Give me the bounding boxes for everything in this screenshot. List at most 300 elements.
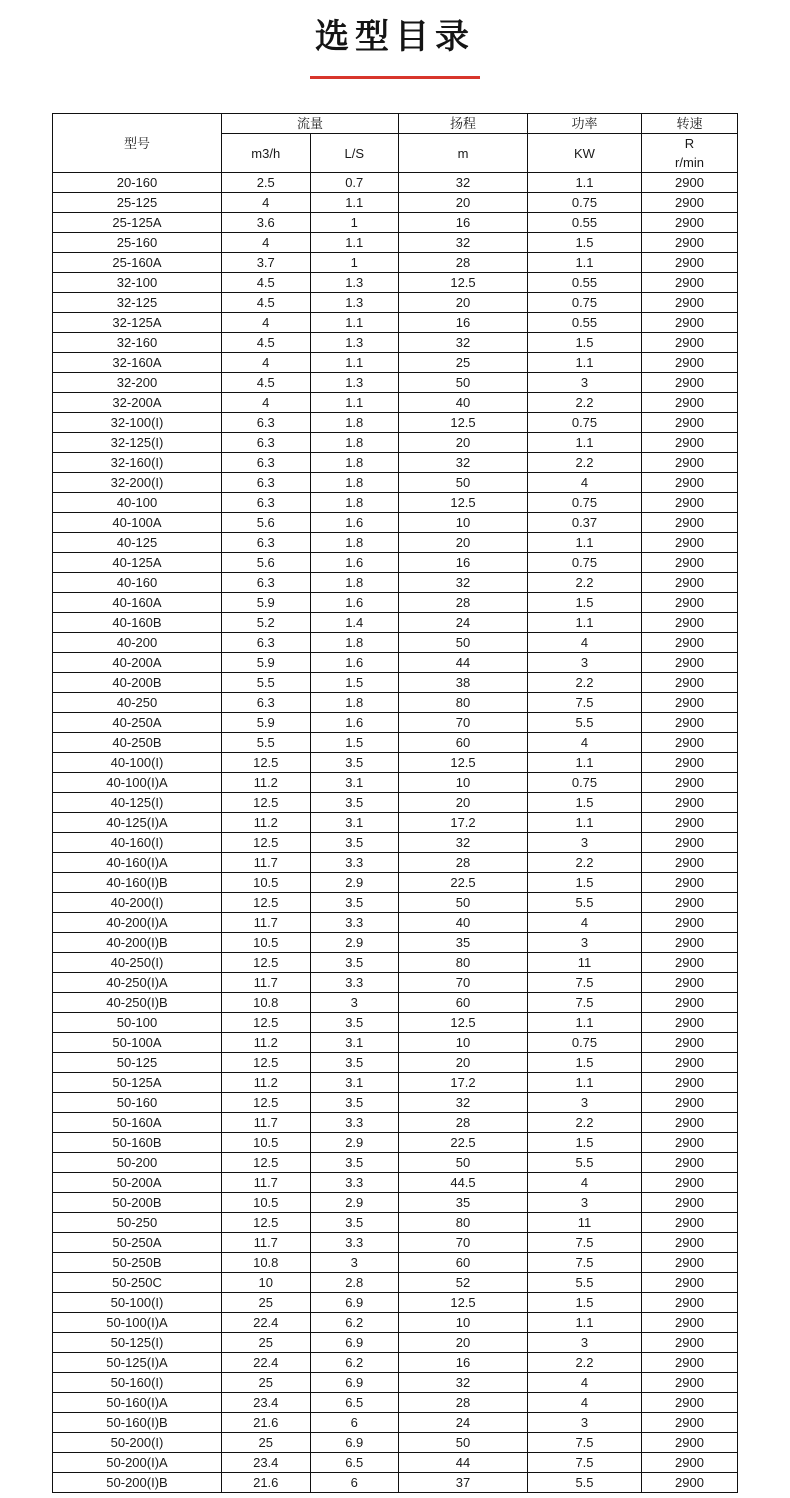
table-row (53, 413, 738, 433)
cell-flow-ls: 1.3 (310, 293, 399, 313)
cell-flow-m3h: 6.3 (222, 533, 311, 553)
cell-speed: 2900 (642, 393, 738, 413)
cell-flow-m3h: 4.5 (222, 273, 311, 293)
header-head: 扬程 (399, 114, 528, 134)
cell-flow-ls: 1.8 (310, 533, 399, 553)
cell-flow-ls: 3.3 (310, 973, 399, 993)
cell-model: 50-200(I)A (53, 1453, 222, 1473)
cell-flow-m3h: 25 (222, 1293, 311, 1313)
table-row (53, 733, 738, 753)
cell-head: 20 (399, 793, 528, 813)
cell-power: 1.1 (528, 253, 642, 273)
cell-flow-ls: 2.9 (310, 933, 399, 953)
cell-flow-ls: 3.5 (310, 753, 399, 773)
table-row (53, 753, 738, 773)
table-row (53, 1453, 738, 1473)
cell-speed: 2900 (642, 253, 738, 273)
cell-flow-m3h: 5.2 (222, 613, 311, 633)
cell-model: 50-200B (53, 1193, 222, 1213)
cell-speed: 2900 (642, 713, 738, 733)
cell-model: 25-160 (53, 233, 222, 253)
cell-power: 3 (528, 1193, 642, 1213)
table-row (53, 833, 738, 853)
cell-model: 50-100(I) (53, 1293, 222, 1313)
cell-head: 20 (399, 193, 528, 213)
cell-head: 80 (399, 693, 528, 713)
table-row (53, 853, 738, 873)
cell-head: 17.2 (399, 1073, 528, 1093)
cell-model: 25-125 (53, 193, 222, 213)
cell-flow-m3h: 12.5 (222, 1053, 311, 1073)
cell-model: 50-200(I)B (53, 1473, 222, 1493)
cell-power: 1.1 (528, 173, 642, 193)
table-row (53, 1173, 738, 1193)
table-row (53, 813, 738, 833)
cell-model: 40-100A (53, 513, 222, 533)
cell-power: 11 (528, 953, 642, 973)
cell-model: 40-250(I)B (53, 993, 222, 1013)
cell-model: 40-100(I)A (53, 773, 222, 793)
cell-flow-ls: 3.3 (310, 853, 399, 873)
cell-power: 0.75 (528, 1033, 642, 1053)
cell-power: 0.75 (528, 193, 642, 213)
cell-flow-m3h: 6.3 (222, 573, 311, 593)
cell-flow-ls: 1.1 (310, 193, 399, 213)
cell-flow-m3h: 11.7 (222, 1173, 311, 1193)
cell-speed: 2900 (642, 1453, 738, 1473)
cell-flow-ls: 1.6 (310, 653, 399, 673)
cell-flow-m3h: 10 (222, 1273, 311, 1293)
cell-flow-ls: 3.3 (310, 1173, 399, 1193)
table-row (53, 893, 738, 913)
cell-head: 60 (399, 733, 528, 753)
cell-speed: 2900 (642, 233, 738, 253)
header-power: 功率 (528, 114, 642, 134)
cell-head: 10 (399, 773, 528, 793)
cell-power: 7.5 (528, 973, 642, 993)
cell-flow-m3h: 12.5 (222, 753, 311, 773)
cell-model: 20-160 (53, 173, 222, 193)
cell-flow-m3h: 22.4 (222, 1353, 311, 1373)
cell-power: 11 (528, 1213, 642, 1233)
cell-power: 1.1 (528, 753, 642, 773)
cell-power: 0.75 (528, 493, 642, 513)
cell-power: 3 (528, 833, 642, 853)
cell-flow-m3h: 6.3 (222, 633, 311, 653)
cell-flow-m3h: 6.3 (222, 493, 311, 513)
cell-head: 70 (399, 1233, 528, 1253)
cell-flow-m3h: 4 (222, 353, 311, 373)
cell-model: 32-125A (53, 313, 222, 333)
cell-flow-m3h: 6.3 (222, 693, 311, 713)
cell-flow-m3h: 11.7 (222, 913, 311, 933)
cell-flow-m3h: 12.5 (222, 1093, 311, 1113)
cell-flow-m3h: 5.9 (222, 653, 311, 673)
cell-flow-ls: 1.6 (310, 553, 399, 573)
cell-flow-m3h: 12.5 (222, 953, 311, 973)
cell-flow-ls: 1.8 (310, 433, 399, 453)
cell-flow-ls: 1.3 (310, 333, 399, 353)
cell-speed: 2900 (642, 533, 738, 553)
cell-flow-ls: 1.8 (310, 493, 399, 513)
cell-model: 50-250 (53, 1213, 222, 1233)
cell-speed: 2900 (642, 1293, 738, 1313)
cell-flow-ls: 1.5 (310, 733, 399, 753)
cell-model: 50-125(I)A (53, 1353, 222, 1373)
cell-speed: 2900 (642, 933, 738, 953)
cell-flow-m3h: 11.7 (222, 973, 311, 993)
cell-flow-m3h: 25 (222, 1433, 311, 1453)
cell-speed: 2900 (642, 833, 738, 853)
cell-model: 40-200(I)B (53, 933, 222, 953)
header-head-unit: m (399, 134, 528, 173)
cell-head: 50 (399, 1153, 528, 1173)
cell-flow-ls: 6.2 (310, 1313, 399, 1333)
cell-model: 40-125A (53, 553, 222, 573)
cell-flow-m3h: 12.5 (222, 793, 311, 813)
cell-flow-ls: 3.5 (310, 1153, 399, 1173)
cell-model: 50-125(I) (53, 1333, 222, 1353)
table-row (53, 713, 738, 733)
cell-flow-ls: 0.7 (310, 173, 399, 193)
cell-speed: 2900 (642, 653, 738, 673)
cell-speed: 2900 (642, 1213, 738, 1233)
cell-speed: 2900 (642, 853, 738, 873)
cell-head: 60 (399, 993, 528, 1013)
cell-model: 40-250A (53, 713, 222, 733)
cell-flow-m3h: 4.5 (222, 333, 311, 353)
cell-head: 35 (399, 1193, 528, 1213)
cell-power: 2.2 (528, 453, 642, 473)
cell-power: 3 (528, 933, 642, 953)
cell-flow-m3h: 12.5 (222, 1213, 311, 1233)
table-row (53, 673, 738, 693)
cell-head: 10 (399, 1033, 528, 1053)
cell-flow-ls: 3.5 (310, 833, 399, 853)
cell-model: 50-250A (53, 1233, 222, 1253)
cell-speed: 2900 (642, 993, 738, 1013)
cell-power: 4 (528, 1373, 642, 1393)
cell-model: 50-160(I)A (53, 1393, 222, 1413)
cell-flow-ls: 6 (310, 1413, 399, 1433)
cell-head: 32 (399, 1093, 528, 1113)
table-row (53, 793, 738, 813)
cell-power: 1.5 (528, 793, 642, 813)
cell-flow-m3h: 10.5 (222, 1133, 311, 1153)
cell-power: 0.55 (528, 313, 642, 333)
cell-speed: 2900 (642, 213, 738, 233)
cell-flow-m3h: 10.8 (222, 993, 311, 1013)
table-row (53, 1153, 738, 1173)
cell-flow-ls: 3.5 (310, 1053, 399, 1073)
cell-speed: 2900 (642, 813, 738, 833)
cell-speed: 2900 (642, 1233, 738, 1253)
cell-power: 0.37 (528, 513, 642, 533)
cell-power: 1.5 (528, 1133, 642, 1153)
cell-flow-ls: 1.6 (310, 713, 399, 733)
cell-model: 32-125 (53, 293, 222, 313)
table-row (53, 1333, 738, 1353)
table-row (53, 973, 738, 993)
cell-power: 5.5 (528, 713, 642, 733)
cell-model: 40-160B (53, 613, 222, 633)
cell-speed: 2900 (642, 173, 738, 193)
cell-speed: 2900 (642, 913, 738, 933)
cell-flow-ls: 1 (310, 253, 399, 273)
cell-flow-ls: 6.5 (310, 1453, 399, 1473)
cell-speed: 2900 (642, 1013, 738, 1033)
cell-flow-m3h: 12.5 (222, 1013, 311, 1033)
cell-head: 50 (399, 633, 528, 653)
cell-model: 40-125(I) (53, 793, 222, 813)
cell-flow-ls: 1.8 (310, 473, 399, 493)
cell-power: 2.2 (528, 393, 642, 413)
cell-flow-m3h: 25 (222, 1333, 311, 1353)
cell-model: 50-160 (53, 1093, 222, 1113)
cell-flow-ls: 6.2 (310, 1353, 399, 1373)
cell-flow-m3h: 10.5 (222, 873, 311, 893)
cell-head: 70 (399, 713, 528, 733)
cell-head: 40 (399, 393, 528, 413)
cell-head: 12.5 (399, 753, 528, 773)
header-power-unit: KW (528, 134, 642, 173)
cell-model: 40-200(I) (53, 893, 222, 913)
cell-head: 32 (399, 333, 528, 353)
cell-flow-m3h: 11.2 (222, 1033, 311, 1053)
cell-power: 1.5 (528, 593, 642, 613)
cell-head: 20 (399, 1053, 528, 1073)
cell-head: 28 (399, 1393, 528, 1413)
cell-model: 50-200(I) (53, 1433, 222, 1453)
cell-flow-m3h: 5.9 (222, 713, 311, 733)
cell-power: 1.1 (528, 1313, 642, 1333)
cell-head: 22.5 (399, 873, 528, 893)
cell-head: 80 (399, 1213, 528, 1233)
cell-speed: 2900 (642, 193, 738, 213)
selection-catalog-table (52, 113, 738, 1493)
cell-flow-ls: 1.4 (310, 613, 399, 633)
cell-flow-m3h: 5.9 (222, 593, 311, 613)
cell-flow-ls: 1.1 (310, 233, 399, 253)
cell-head: 20 (399, 533, 528, 553)
cell-flow-ls: 6.9 (310, 1373, 399, 1393)
cell-speed: 2900 (642, 453, 738, 473)
cell-head: 50 (399, 373, 528, 393)
cell-flow-ls: 3.5 (310, 1213, 399, 1233)
cell-head: 50 (399, 473, 528, 493)
cell-power: 3 (528, 1413, 642, 1433)
cell-flow-m3h: 6.3 (222, 433, 311, 453)
cell-power: 5.5 (528, 893, 642, 913)
cell-flow-ls: 6.9 (310, 1433, 399, 1453)
cell-model: 50-125A (53, 1073, 222, 1093)
cell-head: 16 (399, 1353, 528, 1373)
cell-power: 2.2 (528, 673, 642, 693)
cell-power: 4 (528, 1393, 642, 1413)
table-row (53, 253, 738, 273)
cell-model: 50-250C (53, 1273, 222, 1293)
cell-head: 28 (399, 253, 528, 273)
cell-head: 60 (399, 1253, 528, 1273)
table-row (53, 213, 738, 233)
table-row (53, 573, 738, 593)
cell-head: 40 (399, 913, 528, 933)
cell-flow-ls: 1.1 (310, 313, 399, 333)
cell-head: 22.5 (399, 1133, 528, 1153)
cell-model: 40-250B (53, 733, 222, 753)
table-row (53, 1113, 738, 1133)
cell-model: 40-160 (53, 573, 222, 593)
cell-model: 40-250(I) (53, 953, 222, 973)
header-flow-unit-m3h: m3/h (222, 134, 311, 173)
cell-head: 17.2 (399, 813, 528, 833)
cell-flow-m3h: 11.7 (222, 1233, 311, 1253)
cell-flow-ls: 1.8 (310, 453, 399, 473)
cell-speed: 2900 (642, 973, 738, 993)
cell-flow-m3h: 4.5 (222, 293, 311, 313)
cell-head: 10 (399, 1313, 528, 1333)
table-row (53, 653, 738, 673)
cell-power: 2.2 (528, 853, 642, 873)
cell-flow-m3h: 3.7 (222, 253, 311, 273)
cell-head: 50 (399, 1433, 528, 1453)
cell-flow-ls: 6 (310, 1473, 399, 1493)
cell-speed: 2900 (642, 633, 738, 653)
cell-head: 35 (399, 933, 528, 953)
cell-flow-m3h: 12.5 (222, 833, 311, 853)
table-row (53, 193, 738, 213)
header-speed: 转速 (642, 114, 738, 134)
cell-speed: 2900 (642, 1113, 738, 1133)
cell-flow-m3h: 6.3 (222, 413, 311, 433)
cell-speed: 2900 (642, 1053, 738, 1073)
cell-flow-ls: 3.5 (310, 953, 399, 973)
cell-model: 40-200B (53, 673, 222, 693)
cell-head: 32 (399, 1373, 528, 1393)
cell-flow-m3h: 4 (222, 233, 311, 253)
cell-model: 50-160B (53, 1133, 222, 1153)
cell-model: 40-100(I) (53, 753, 222, 773)
cell-speed: 2900 (642, 1473, 738, 1493)
cell-power: 1.1 (528, 1013, 642, 1033)
cell-flow-ls: 2.9 (310, 1133, 399, 1153)
cell-power: 7.5 (528, 1253, 642, 1273)
cell-flow-m3h: 4 (222, 393, 311, 413)
cell-speed: 2900 (642, 873, 738, 893)
cell-model: 32-200A (53, 393, 222, 413)
header-flow: 流量 (222, 114, 399, 134)
table-row (53, 953, 738, 973)
cell-flow-ls: 1.8 (310, 633, 399, 653)
cell-speed: 2900 (642, 433, 738, 453)
cell-flow-m3h: 2.5 (222, 173, 311, 193)
cell-speed: 2900 (642, 373, 738, 393)
table-row (53, 1013, 738, 1033)
table-row (53, 533, 738, 553)
cell-head: 25 (399, 353, 528, 373)
cell-power: 1.1 (528, 613, 642, 633)
cell-speed: 2900 (642, 273, 738, 293)
cell-flow-m3h: 12.5 (222, 893, 311, 913)
cell-head: 32 (399, 833, 528, 853)
cell-flow-m3h: 4 (222, 193, 311, 213)
cell-flow-ls: 3.5 (310, 793, 399, 813)
cell-speed: 2900 (642, 313, 738, 333)
cell-power: 4 (528, 633, 642, 653)
cell-flow-ls: 3.1 (310, 813, 399, 833)
cell-flow-m3h: 25 (222, 1373, 311, 1393)
cell-model: 40-160(I)A (53, 853, 222, 873)
cell-speed: 2900 (642, 793, 738, 813)
table-row (53, 353, 738, 373)
cell-flow-m3h: 11.2 (222, 813, 311, 833)
cell-model: 32-160(I) (53, 453, 222, 473)
cell-head: 12.5 (399, 1013, 528, 1033)
table-row (53, 373, 738, 393)
table-row (53, 1093, 738, 1113)
cell-flow-ls: 3.3 (310, 1113, 399, 1133)
table-row (53, 313, 738, 333)
cell-flow-m3h: 10.5 (222, 1193, 311, 1213)
cell-model: 25-160A (53, 253, 222, 273)
cell-head: 28 (399, 1113, 528, 1133)
cell-speed: 2900 (642, 493, 738, 513)
cell-speed: 2900 (642, 613, 738, 633)
cell-flow-m3h: 22.4 (222, 1313, 311, 1333)
table-row (53, 333, 738, 353)
cell-model: 40-160(I)B (53, 873, 222, 893)
cell-flow-m3h: 5.5 (222, 733, 311, 753)
cell-speed: 2900 (642, 553, 738, 573)
cell-speed: 2900 (642, 1253, 738, 1273)
table-row (53, 1273, 738, 1293)
cell-power: 3 (528, 653, 642, 673)
table-row (53, 1413, 738, 1433)
cell-flow-m3h: 23.4 (222, 1393, 311, 1413)
cell-power: 1.5 (528, 233, 642, 253)
cell-head: 12.5 (399, 1293, 528, 1313)
cell-flow-m3h: 21.6 (222, 1473, 311, 1493)
cell-speed: 2900 (642, 333, 738, 353)
cell-model: 40-200 (53, 633, 222, 653)
cell-head: 24 (399, 1413, 528, 1433)
cell-model: 40-200(I)A (53, 913, 222, 933)
cell-flow-ls: 1 (310, 213, 399, 233)
cell-model: 50-125 (53, 1053, 222, 1073)
table-row (53, 293, 738, 313)
cell-flow-m3h: 4 (222, 313, 311, 333)
header-speed-unit-line1: R (684, 136, 695, 151)
table-head (53, 114, 738, 173)
cell-flow-m3h: 6.3 (222, 453, 311, 473)
cell-model: 40-160(I) (53, 833, 222, 853)
cell-power: 1.5 (528, 1293, 642, 1313)
cell-speed: 2900 (642, 1133, 738, 1153)
cell-model: 50-100 (53, 1013, 222, 1033)
cell-head: 44.5 (399, 1173, 528, 1193)
cell-flow-m3h: 4.5 (222, 373, 311, 393)
table-row (53, 1053, 738, 1073)
cell-speed: 2900 (642, 413, 738, 433)
cell-speed: 2900 (642, 1393, 738, 1413)
cell-flow-ls: 6.5 (310, 1393, 399, 1413)
cell-power: 1.5 (528, 873, 642, 893)
cell-head: 24 (399, 613, 528, 633)
cell-speed: 2900 (642, 953, 738, 973)
cell-flow-ls: 1.1 (310, 353, 399, 373)
cell-power: 1.5 (528, 333, 642, 353)
table-row (53, 493, 738, 513)
